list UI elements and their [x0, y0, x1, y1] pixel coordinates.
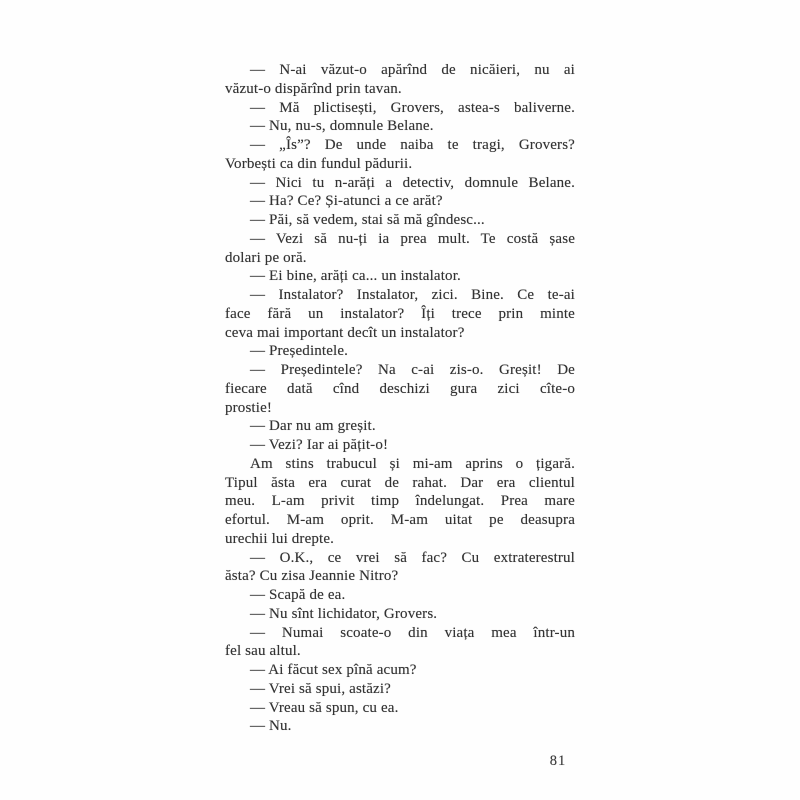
text-line: fel sau altul.: [225, 643, 301, 660]
text-line: — „Îs”? De unde naiba te tragi, Grovers?: [250, 137, 575, 153]
text-line: ăsta? Cu zisa Jeannie Nitro?: [225, 568, 399, 585]
text-line: — Nu.: [250, 718, 292, 735]
text-line: — Vezi? Iar ai pățit-o!: [250, 437, 389, 453]
text-line: Vorbești ca din fundul pădurii.: [225, 155, 413, 172]
text-line: — Ai făcut sex pînă acum?: [250, 662, 417, 678]
text-line: — Ha? Ce? Și-atunci a ce arăt?: [250, 193, 443, 210]
text-line: — N-ai văzut-o apărînd de nicăieri, nu ai: [250, 62, 575, 78]
text-line: — Păi, să vedem, stai să mă gîndesc...: [250, 212, 485, 228]
text-line: — Dar nu am greșit.: [250, 418, 376, 435]
text-line: dolari pe oră.: [225, 249, 307, 266]
text-line: — Vrei să spui, astăzi?: [250, 680, 391, 697]
text-line: — Președintele.: [250, 343, 349, 360]
text-line: — Nu sînt lichidator, Grovers.: [250, 605, 438, 622]
text-line: — Președintele? Na c-ai zis-o. Greșit! De: [250, 362, 575, 378]
text-line: face fără un instalator? Îți trece prin minte: [225, 305, 575, 322]
text-line: — Mă plictisești, Grovers, astea-s baliverne.: [250, 99, 575, 116]
text-line: — Vreau să spun, cu ea.: [250, 699, 399, 716]
text-line: fiecare dată cînd deschizi gura zici cîte-o: [225, 380, 575, 397]
text-line: — Vezi să nu-ți ia prea mult. Te costă șase: [250, 230, 575, 247]
text-line: — Nu, nu-s, domnule Belane.: [250, 118, 434, 135]
text-line: — Numai scoate-o din viața mea într-un: [250, 624, 575, 641]
text-line: — O.K., ce vrei să fac? Cu extraterestrul: [250, 549, 575, 566]
text-line: — Scapă de ea.: [250, 587, 346, 603]
text-line: meu. L-am privit timp îndelungat. Prea mare: [225, 493, 575, 510]
page-number: 81: [549, 753, 567, 769]
text-line: Tipul ăsta era curat de rahat. Dar era clientul: [225, 474, 575, 491]
page-text: [225, 61, 575, 736]
text-line: prostie!: [225, 399, 273, 416]
text-line: văzut-o dispărînd prin tavan.: [225, 80, 402, 97]
text-line: — Instalator? Instalator, zici. Bine. Ce te-ai: [250, 287, 575, 303]
text-line: ceva mai important decît un instalator?: [225, 324, 465, 341]
text-line: — Nici tu n-arăți a detectiv, domnule Belane.: [250, 174, 575, 191]
text-line: urechii lui drepte.: [225, 530, 335, 547]
text-line: efortul. M-am oprit. M-am uitat pe deasupra: [225, 512, 575, 528]
text-line: — Ei bine, arăți ca... un instalator.: [250, 268, 461, 285]
text-line: Am stins trabucul și mi-am aprins o țigară.: [250, 455, 575, 472]
